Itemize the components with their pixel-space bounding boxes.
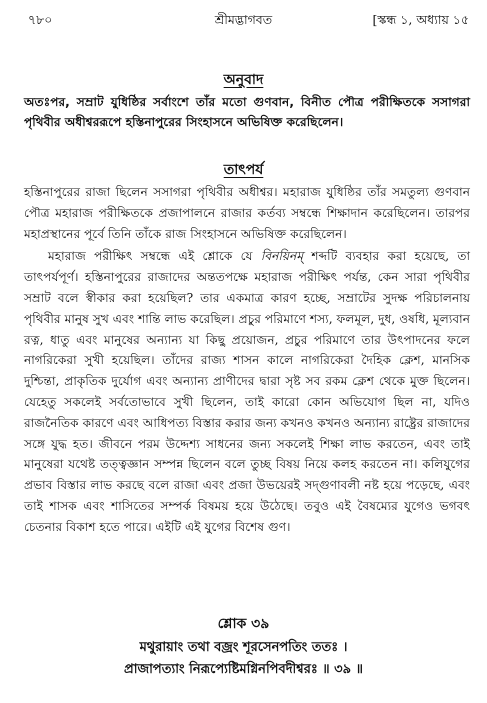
purport-p2-start: মহারাজ পরীক্ষিৎ সম্বন্ধে এই শ্লোকে যে xyxy=(48,249,261,264)
purport-p2-rest: শব্দটি ব্যবহার করা হয়েছে, তা তাৎপর্যপূর্ণ। হস্তিনাপুরের রাজাদের অন্ততপক্ষে মহারাজ পরীক্ষিৎ পর্যন্ত, কেন সারা পৃথিবীর সম্রাট বলে স্বীকার করা হয়েছিল? তার একমাত্র কারণ হচ্ছে, সম্রাটের সুদক্ষ পরিচালনায় পৃথিবীর মানুষ সুখ এবং শান্তি লাভ করেছিল। প্রচুর পরিমাণে শস্য, ফলমূল, দুধ, ওষধি, মূল্যবান রত্ন, ধাতু এবং মানুষের অন্যান্য যা কিছু প্রয়োজন, প্রচুর পরিমাণে তার উৎপাদনের ফলে নাগরিকেরা সুখী হয়েছিল। তাঁদের রাজ্য শাসন কালে নাগরিকেরা দৈহিক ক্লেশ, মানসিক দুশ্চিন্তা, প্রাকৃতিক দুর্যোগ এবং অন্যান্য প্রাণীদের দ্বারা সৃষ্ট সব রকম ক্লেশ থেকে মুক্ত ছিলেন। যেহেতু সকলেই সর্বতোভাবে সুখী ছিলেন, তাই কারো কোন অভিযোগ ছিল না, যদিও রাজনৈতিক কারণে এবং আধিপত্য বিস্তার করার জন্য কখনও কখনও অন্যান্য রাষ্ট্রের রাজাদের সঙ্গে যুদ্ধ হত। জীবনে পরম উদ্দেশ্য সাধনের জন্য সকলেই শিক্ষা লাভ করতেন, এবং তাই মানুষেরা যথেষ্ট তত্ত্বজ্ঞান সম্পন্ন ছিলেন বলে তুচ্ছ বিষয় নিয়ে কলহ করতেন না। কলিযুগের প্রভাব বিস্তার লাভ করছে বলে রাজা এবং প্রজা উভয়েরই সদ্গুণাবলী নষ্ট হয়ে পড়েছে, এবং তাই শাসক এবং শাসিতের সম্পর্ক বিষময় হয়ে উঠেছে। তবুও এই বৈষম্যের যুগেও ভগবৎ চেতনার বিকাশ হতে পারে। এইটি এই যুগের বিশেষ গুণ। xyxy=(24,249,470,534)
sanskrit-term: বিনয়িনম্ xyxy=(260,249,304,264)
purport-paragraph-2 xyxy=(24,246,470,537)
translation-text: অতঃপর, সম্রাট যুধিষ্ঠির সর্বাংশে তাঁর মতো গুণবান, বিনীত পৌত্র পরীক্ষিতকে সসাগরা পৃথিবীর অধীশ্বররূপে হস্তিনাপুরের সিংহাসনে অভিষিক্ত করেছিলেন। xyxy=(24,95,470,129)
purport-body xyxy=(24,182,470,538)
translation-heading: অনুবাদ xyxy=(223,72,264,88)
verse-line-2: প্রাজাপত্যাং নিরূপ্যেষ্টিমগ্নিনপিবদীশ্বরঃ ॥ ৩৯ ॥ xyxy=(124,662,363,677)
verse-heading: শ্লোক ৩৯ xyxy=(217,616,270,632)
purport-heading: তাৎপর্য xyxy=(223,162,264,178)
verse-line-1: মথুরায়াং তথা বজ্রং শূরসেনপতিং ততঃ । xyxy=(139,640,348,655)
purport-paragraph-1: হস্তিনাপুরের রাজা ছিলেন সসাগরা পৃথিবীর অধীশ্বর। মহারাজ যুধিষ্ঠির তাঁর সমতুল্য গুণবান পৌত্র মহারাজ পরীক্ষিতকে প্রজাপালনে রাজার কর্তব্য সম্বন্ধে শিক্ষাদান করেছিলেন। তারপর মহাপ্রস্থানের পূর্বে তিনি তাঁকে রাজ সিংহাসনে অভিষিক্ত করেছিলেন। xyxy=(24,185,470,241)
page-number: ৭৮০ xyxy=(28,12,53,27)
section-reference: [স্কন্ধ ১, অধ্যায় ১৫ xyxy=(372,12,469,27)
book-title: শ্রীমদ্ভাগবত xyxy=(214,12,273,27)
